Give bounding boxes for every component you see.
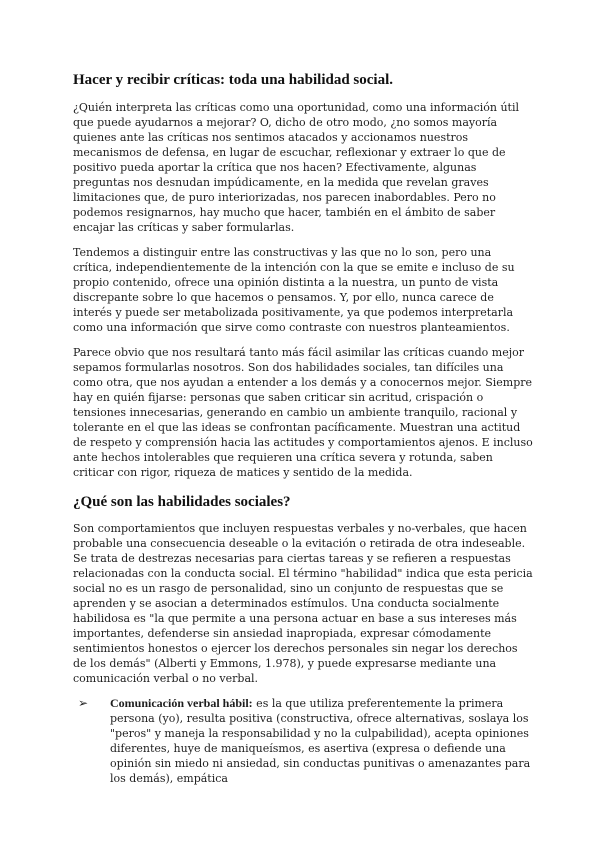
bullet-list xyxy=(73,696,533,786)
document-page xyxy=(73,66,533,786)
section-heading: ¿Qué son las habilidades sociales? xyxy=(73,494,291,510)
document-title: Hacer y recibir críticas: toda una habilidad social. xyxy=(73,72,393,88)
arrowhead-bullet-icon: ➢ xyxy=(78,696,89,710)
paragraph-definicion-habilidades: Son comportamientos que incluyen respuestas verbales y no-verbales, que hacen probable una consecuencia deseable o la evitación o retirada de otra indeseable. Se trata de destrezas necesarias para ciertas tareas y se refieren a respuestas relacionadas con la conducta social. El término "habilidad" indica que esta pericia social no es un rasgo de personalidad, sino un conjunto de respuestas que se aprenden y se asocian a determinados estímulos. Una conducta socialmente habilidosa es "la que permite a una persona actuar en base a sus intereses más importantes, defenderse sin ansiedad inapropiada, expresar cómodamente sentimientos honestos o ejercer los derechos personales sin negar los derechos de los demás" (Alberti y Emmons, 1.978), y puede expresarse mediante una comunicación verbal o no verbal. xyxy=(73,522,533,685)
paragraph-criticas-oportunidad: ¿Quién interpreta las críticas como una oportunidad, como una información útil que puede ayudarnos a mejorar? O, dicho de otro modo, ¿no somos mayoría quienes ante las críticas nos sentimos atacados y accionamos nuestros mecanismos de defensa, en lugar de escuchar, reflexionar y extraer lo que de positivo pueda aportar la crítica que nos hacen? Efectivamente, algunas preguntas nos desnudan impúdicamente, en la medida que revelan graves limitaciones que, de puro interiorizadas, nos parecen inabordables. Pero no podemos resignarnos, hay mucho que hacer, también en el ámbito de saber encajar las críticas y saber formularlas. xyxy=(73,101,520,234)
bullet-term: Comunicación verbal hábil: xyxy=(110,696,253,710)
bullet-text: es la que utiliza preferentemente la primera persona (yo), resulta positiva (constructiva, ofrece alternativas, soslaya los "peros" y maneja la responsabilidad y no la culpabilidad), acepta opiniones diferentes, huye de maniqueísmos, es asertiva (expresa o defiende una opinión sin miedo ni ansiedad, sin conductas punitivas o amenazantes para los demás), empática xyxy=(110,697,531,785)
list-item xyxy=(73,696,533,786)
paragraph-constructivas: Tendemos a distinguir entre las constructivas y las que no lo son, pero una crítica, independientemente de la intención con la que se emite e incluso de su propio contenido, ofrece una opinión distinta a la nuestra, un punto de vista discrepante sobre lo que hacemos o pensamos. Y, por ello, nunca carece de interés y puede ser metabolizada positivamente, ya que podemos interpretarla como una información que sirve como contraste con nuestros planteamientos. xyxy=(73,246,515,334)
paragraph-formular-criticas: Parece obvio que nos resultará tanto más fácil asimilar las críticas cuando mejor sepamos formularlas nosotros. Son dos habilidades sociales, tan difíciles una como otra, que nos ayudan a entender a los demás y a conocernos mejor. Siempre hay en quién fijarse: personas que saben criticar sin acritud, crispación o tensiones innecesarias, generando en cambio un ambiente tranquilo, racional y tolerante en el que las ideas se confrontan pacíficamente. Muestran una actitud de respeto y comprensión hacia las actitudes y comportamientos ajenos. E incluso ante hechos intolerables que requieren una crítica severa y rotunda, saben criticar con rigor, riqueza de matices y sentido de la medida. xyxy=(73,346,533,479)
